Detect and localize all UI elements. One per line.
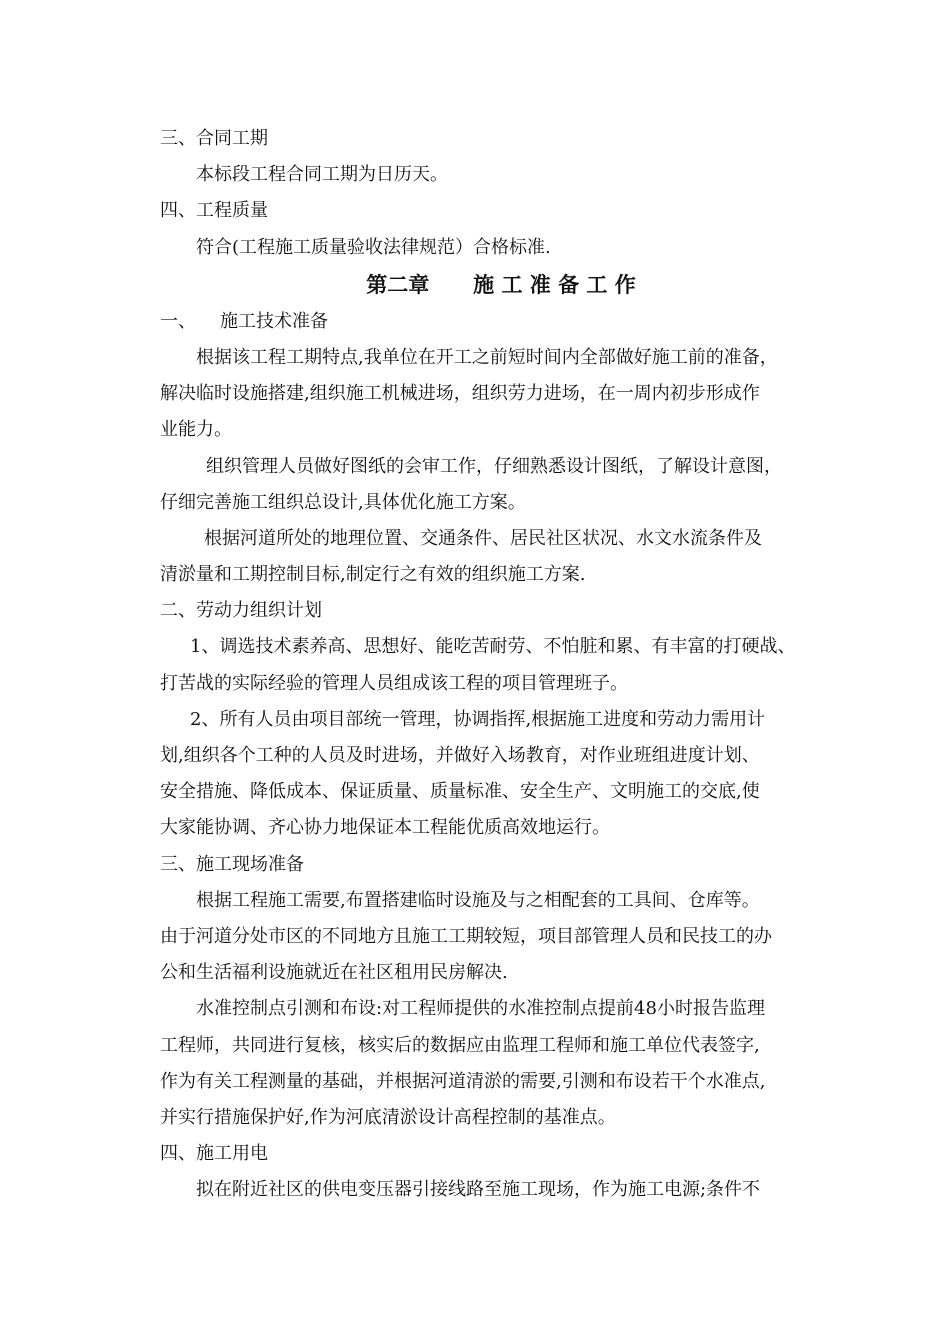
paragraph-line: 符合(工程施工质量验收法律规范）合格标准. (196, 236, 551, 258)
paragraph-line: 拟在附近社区的供电变压器引接线路至施工现场，作为施工电源;条件不 (196, 1179, 761, 1201)
section-heading (160, 304, 830, 340)
paragraph-line: 根据该工程工期特点,我单位在开工之前短时间内全部做好施工前的准备， (196, 346, 778, 368)
section-heading-text: 施工技术准备 (220, 310, 328, 332)
paragraph-line: 解决临时设施搭建,组织施工机械进场，组织劳力进场，在一周内初步形成作 (160, 383, 760, 405)
list-item-line: 安全措施、降低成本、保证质量、质量标准、安全生产、文明施工的交底,使 (160, 781, 760, 803)
paragraph-line: 根据工程施工需要,布置搭建临时设施及与之相配套的工具间、仓库等。 (196, 889, 760, 911)
section-heading: 三、合同工期 (160, 128, 268, 149)
list-item-line: 大家能协调、齐心协力地保证本工程能优质高效地运行。 (160, 817, 610, 839)
section-heading: 二、劳动力组织计划 (160, 600, 322, 622)
document-page (160, 121, 830, 1208)
section-heading: 四、施工用电 (160, 1143, 268, 1165)
paragraph-line: 作为有关工程测量的基础，并根据河道清淤的需要,引测和布设若干个水准点, (160, 1070, 766, 1092)
section-number: 一、 (160, 310, 196, 332)
list-item-line: 1、调选技术素养高、思想好、能吃苦耐劳、不怕脏和累、有丰富的打硬战、 (190, 636, 796, 658)
paragraph-line: 公和生活福利设施就近在社区租用民房解决. (160, 962, 508, 984)
paragraph-line: 清淤量和工期控制目标,制定行之有效的组织施工方案. (160, 564, 586, 586)
paragraph-line: 由于河道分处市区的不同地方且施工工期较短，项目部管理人员和民技工的办 (160, 925, 772, 947)
paragraph-line: 并实行措施保护好,作为河底清淤设计高程控制的基准点。 (160, 1106, 616, 1128)
paragraph-line: 组织管理人员做好图纸的会审工作，仔细熟悉设计图纸，了解设计意图， (206, 455, 782, 477)
paragraph-line: 根据河道所处的地理位置、交通条件、居民社区状况、水文水流条件及 (204, 527, 762, 549)
list-item-line: 划,组织各个工种的人员及时进场，并做好入场教育，对作业班组进度计划、 (160, 745, 760, 766)
paragraph-line: 工程师，共同进行复核，核实后的数据应由监理工程师和施工单位代表签字, (160, 1034, 760, 1056)
paragraph-line: 水准控制点引测和布设:对工程师提供的水准控制点提前48小时报告监理 (196, 998, 765, 1020)
chapter-title: 第二章 施 工 准 备 工 作 (366, 271, 636, 297)
paragraph-line: 业能力。 (160, 419, 232, 441)
list-item-line: 2、所有人员由项目部统一管理，协调指挥,根据施工进度和劳动力需用计 (190, 708, 766, 730)
list-item-line: 打苦战的实际经验的管理人员组成该工程的项目管理班子。 (160, 672, 628, 694)
paragraph-line: 本标段工程合同工期为日历天。 (196, 164, 448, 186)
paragraph-line: 仔细完善施工组织总设计,具体优化施工方案。 (160, 491, 526, 513)
section-heading: 四、工程质量 (160, 200, 268, 222)
section-heading: 三、施工现场准备 (160, 853, 304, 875)
